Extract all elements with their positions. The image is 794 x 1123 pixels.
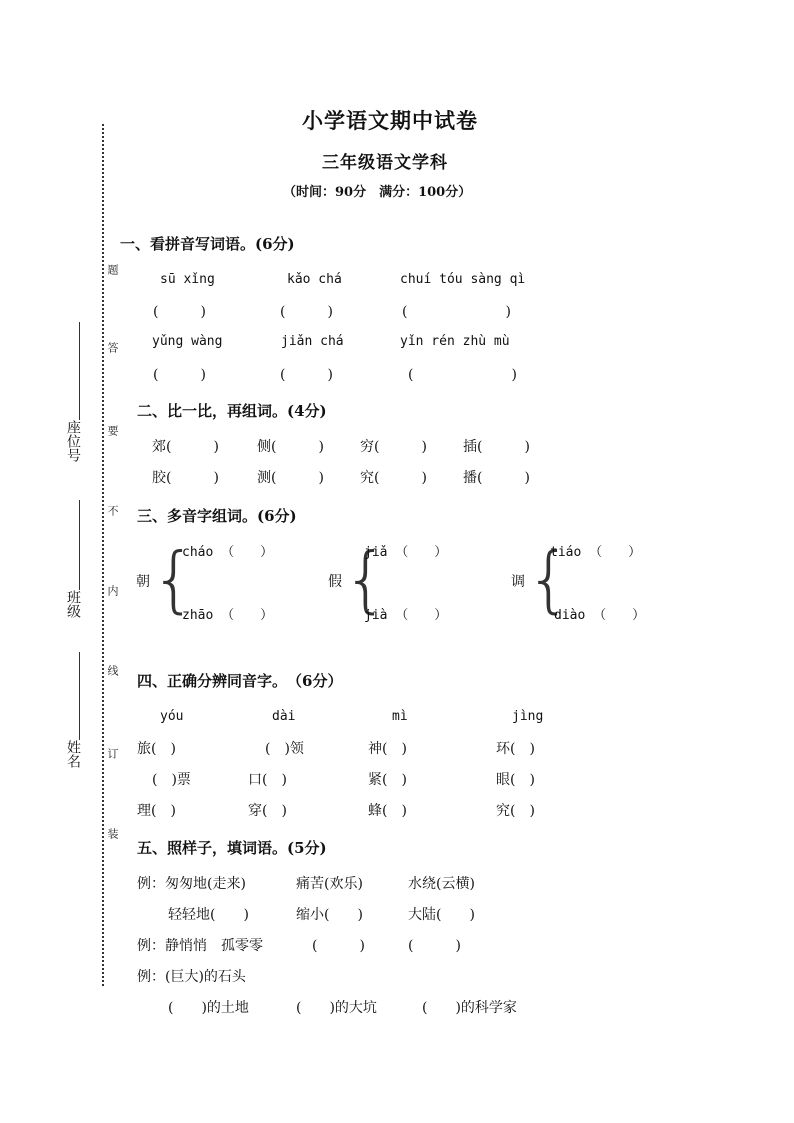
seat-number-label: 座位号 (65, 420, 81, 462)
compare-item[interactable]: 测( ) (257, 470, 324, 486)
compare-item[interactable]: 侧( ) (257, 439, 324, 455)
fill-item[interactable]: ( )的土地 (168, 1000, 249, 1016)
polyphone-reading[interactable]: zhāo （ ） (182, 608, 274, 623)
polyphone-reading[interactable]: diào （ ） (554, 608, 646, 623)
homophone-item[interactable]: 理( ) (137, 803, 176, 819)
answer-blank[interactable]: ( ) (408, 367, 517, 383)
seal-char: 不 (106, 505, 119, 516)
polyphone-reading[interactable]: cháo （ ） (182, 545, 274, 560)
pinyin-prompt: sū xǐng (160, 272, 215, 287)
name-label: 姓名 (65, 740, 81, 768)
binding-dotted-line (102, 124, 104, 986)
seal-char: 要 (106, 425, 119, 436)
polyphone-char: 朝 (136, 574, 150, 590)
homophone-pinyin: jìng (512, 709, 544, 724)
homophone-item[interactable]: 旅( ) (137, 741, 176, 757)
homophone-item[interactable]: 神( ) (368, 741, 407, 757)
class-label: 班级 (65, 590, 81, 618)
seal-char: 题 (106, 264, 119, 275)
fill-item[interactable]: ( )的科学家 (422, 1000, 517, 1016)
homophone-item[interactable]: 蜂( ) (368, 803, 407, 819)
fill-item[interactable]: 轻轻地( ) (168, 907, 249, 923)
section-1-heading: 一、看拼音写词语。(6分) (120, 235, 295, 253)
seat-number-blank (79, 322, 80, 420)
polyphone-char: 调 (511, 574, 525, 590)
compare-item[interactable]: 插( ) (463, 439, 530, 455)
pinyin-prompt: chuí tóu sàng qì (400, 272, 526, 287)
answer-blank[interactable]: ( ) (153, 367, 206, 383)
compare-item[interactable]: 胶( ) (152, 470, 219, 486)
answer-blank[interactable]: ( ) (280, 304, 333, 320)
example-text: 例：静悄悄 孤零零 (137, 938, 263, 954)
compare-item[interactable]: 郊( ) (152, 439, 219, 455)
answer-blank[interactable]: ( ) (280, 367, 333, 383)
seal-char: 线 (106, 665, 119, 676)
homophone-pinyin: dài (272, 709, 296, 724)
polyphone-reading[interactable]: jià （ ） (364, 608, 448, 623)
section-5-heading: 五、照样子，填词语。(5分) (137, 839, 327, 857)
page-title: 小学语文期中试卷 (302, 108, 478, 133)
homophone-item[interactable]: 口( ) (248, 772, 287, 788)
pinyin-prompt: yǔng wàng (152, 334, 223, 349)
homophone-item[interactable]: ( )票 (152, 772, 191, 788)
brace-icon: { (526, 537, 572, 621)
homophone-item[interactable]: 环( ) (496, 741, 535, 757)
section-3-heading: 三、多音字组词。(6分) (137, 507, 297, 525)
homophone-pinyin: mì (392, 709, 408, 724)
seal-char: 装 (106, 828, 119, 839)
pinyin-prompt: jiǎn chá (281, 334, 344, 349)
polyphone-char: 假 (328, 574, 342, 590)
compare-item[interactable]: 究( ) (360, 470, 427, 486)
seal-char: 答 (106, 342, 119, 353)
homophone-item[interactable]: 紧( ) (368, 772, 407, 788)
example-text: 水绕(云横) (408, 876, 475, 892)
polyphone-reading[interactable]: jiǎ （ ） (364, 545, 448, 560)
brace-icon: { (343, 537, 389, 621)
homophone-item[interactable]: 究( ) (496, 803, 535, 819)
polyphone-reading[interactable]: tiáo （ ） (550, 545, 642, 560)
homophone-item[interactable]: 眼( ) (496, 772, 535, 788)
fill-item[interactable]: ( ) (408, 938, 461, 954)
section-4-heading: 四、正确分辨同音字。 （6分） (137, 672, 343, 690)
answer-blank[interactable]: ( ) (153, 304, 206, 320)
fill-item[interactable]: ( ) (312, 938, 365, 954)
name-blank (79, 652, 80, 740)
exam-info: （时间：90分 满分：100分） (283, 185, 472, 200)
fill-item[interactable]: 缩小( ) (296, 907, 363, 923)
example-text: 例：(巨大)的石头 (137, 969, 246, 985)
pinyin-prompt: yǐn rén zhù mù (400, 334, 510, 349)
section-2-heading: 二、比一比，再组词。(4分) (137, 402, 327, 420)
example-text: 痛苦(欢乐) (296, 876, 363, 892)
example-text: 例：匆匆地(走来) (137, 876, 246, 892)
compare-item[interactable]: 播( ) (463, 470, 530, 486)
class-blank (79, 500, 80, 590)
compare-item[interactable]: 穷( ) (360, 439, 427, 455)
homophone-pinyin: yóu (160, 709, 184, 724)
fill-item[interactable]: 大陆( ) (408, 907, 475, 923)
fill-item[interactable]: ( )的大坑 (296, 1000, 377, 1016)
homophone-item[interactable]: ( )领 (265, 741, 304, 757)
seal-char: 订 (106, 748, 119, 759)
pinyin-prompt: kǎo chá (287, 272, 342, 287)
homophone-item[interactable]: 穿( ) (248, 803, 287, 819)
brace-icon: { (151, 537, 197, 621)
answer-blank[interactable]: ( ) (402, 304, 511, 320)
seal-char: 内 (106, 585, 119, 596)
page-subtitle: 三年级语文学科 (322, 153, 448, 173)
